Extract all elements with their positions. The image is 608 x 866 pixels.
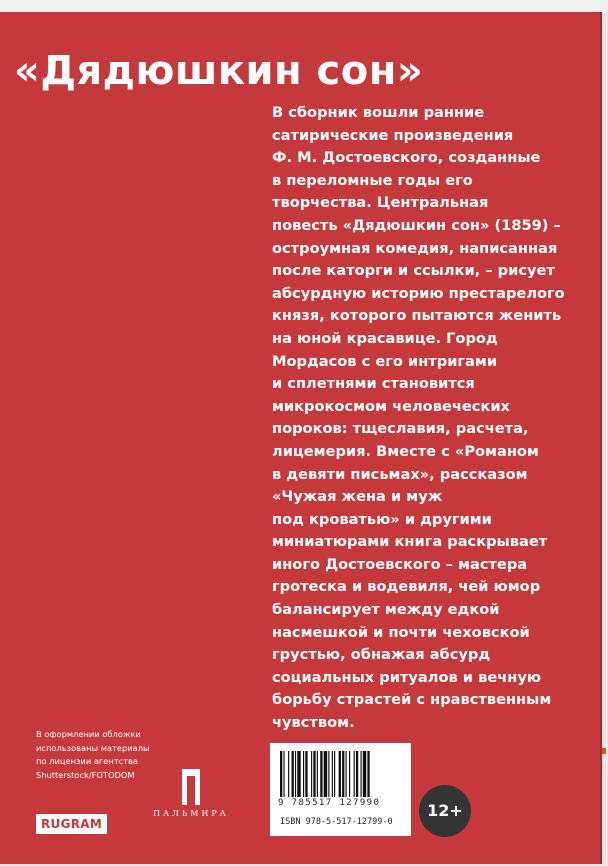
book-title: «Дядюшкин сон» (14, 48, 424, 94)
publisher-gate-icon (182, 769, 200, 805)
annotation-line: сатирические произведения (272, 126, 514, 144)
credits-line: по лицензии агентства (36, 756, 139, 766)
annotation-line: повесть «Дядюшкин сон» (1859) – (272, 216, 561, 234)
annotation-line: на юной красавице. Город (272, 329, 498, 347)
annotation-line: чувством. (272, 714, 355, 732)
annotation-line: лицемерия. Вместе с «Романом (272, 442, 539, 460)
annotation-line: гротеска и водевиля, чей юмор (272, 578, 541, 596)
age-rating-badge: 12+ (419, 785, 471, 837)
annotation-line: Мордасов с его интригами (272, 352, 498, 370)
credits-line: В оформлении обложки (36, 729, 141, 739)
annotation-line: в переломные годы его (272, 171, 473, 189)
edge-mark (602, 748, 606, 754)
annotation-line: пороков: тщеславия, расчета, (272, 420, 529, 438)
annotation-line: Ф. М. Достоевского, созданные (272, 149, 541, 167)
annotation-line: социальных ритуалов и вечную (272, 668, 542, 686)
annotation-line: князя, которого пытаются женить (272, 307, 562, 325)
annotation-line: В сборник вошли ранние (272, 104, 485, 121)
publisher-logo (148, 769, 234, 818)
book-back-cover (0, 12, 600, 864)
annotation-line: творчества. Центральная (272, 194, 489, 212)
credits-line: Shutterstock/FOTODOM (36, 769, 135, 780)
annotation-line: и сплетнями становится (272, 375, 475, 393)
annotation-line: после каторги и ссылки, – рисует (272, 262, 555, 280)
annotation-line: миниатюрами книга раскрывает (272, 533, 548, 551)
annotation-line: борьбу страстей с нравственным (272, 691, 552, 709)
rugram-logo: RUGRAM (36, 814, 107, 834)
annotation-line: грустью, обнажая абсурд (272, 646, 491, 664)
book-annotation (272, 102, 588, 735)
annotation-line: под кроватью» и другими (272, 510, 492, 528)
annotation-line: абсурдную историю престарелого (272, 284, 565, 302)
annotation-line: иного Достоевского – мастера (272, 555, 528, 573)
annotation-line: микрокосмом человеческих (272, 397, 510, 415)
barcode-digits: 9 785517 127990 (278, 798, 381, 808)
publisher-name: ПАЛЬМИРА (153, 809, 229, 818)
page-edge-top (0, 0, 608, 12)
annotation-line: насмешкой и почти чеховской (272, 623, 530, 641)
annotation-line: балансирует между едкой (272, 601, 500, 619)
annotation-line: остроумная комедия, написанная (272, 239, 558, 257)
annotation-line: в девяти письмах», рассказом (272, 465, 528, 483)
isbn-number: ISBN 978-5-517-12799-0 (280, 817, 393, 827)
credits-line: использованы материалы (36, 742, 150, 753)
barcode-icon (280, 751, 401, 797)
barcode-block (270, 743, 411, 836)
annotation-line: «Чужая жена и муж (272, 488, 443, 506)
